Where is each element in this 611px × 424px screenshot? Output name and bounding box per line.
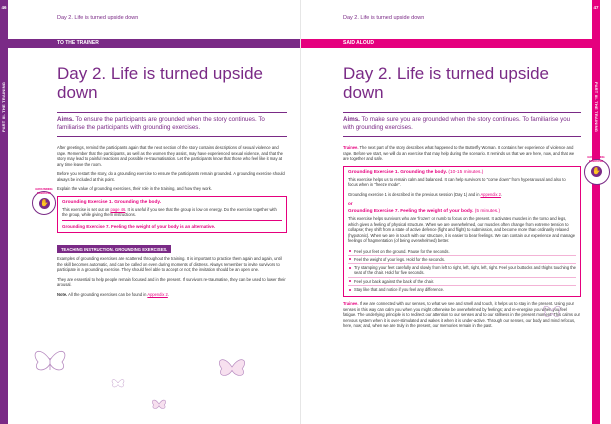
aims-label-left: Aims. (57, 116, 74, 123)
page-number-left: 46 (1, 5, 7, 10)
badge-label-left: GROUNDING EXERCISE (35, 186, 53, 195)
exercise-1-reference (348, 192, 576, 198)
butterfly-icon (110, 375, 126, 391)
exercise-7-heading (348, 209, 576, 214)
box-paragraph-left (62, 207, 282, 218)
butterfly-icon (150, 395, 168, 413)
trainee-label-1: Trainee. (343, 145, 359, 150)
trainee-label-2: Trainee. (343, 301, 359, 307)
left-content (35, 64, 287, 301)
page-title-left: Day 2. Life is turned upside down (57, 64, 264, 102)
box-title-left: Grounding Exercise 1. Grounding the body. (62, 199, 162, 205)
section-bar-left: TO THE TRAINER (8, 39, 300, 48)
page-title-right: Day 2. Life is turned upside down (343, 64, 550, 102)
page-number-right: 47 (593, 5, 599, 10)
box-text-pre: This exercise is set out on (62, 206, 111, 212)
appendix-link-left[interactable]: Appendix 2 (147, 291, 168, 297)
paragraph-1: After greetings, remind the participants again that the next section of the story contains descriptions of sexual violence and rape. Remember that the participants, as well as the women they assist, may have experienced sexual violence, and that the story may lead to painful reactions and possible re-traumatisation. Let the participants know that those who feel like it may at any time leave the room. (57, 145, 283, 167)
note-text-post: . (167, 291, 169, 297)
exercise-1-heading (348, 170, 576, 175)
butterfly-icon (30, 340, 70, 380)
aims-text-left: To ensure the participants are grounded when the story continues. To familiarise the participants with grounding exercises. (57, 116, 265, 131)
butterfly-icon (215, 350, 249, 384)
trainee-text-2: If we are connected with our senses, to what we see and smell and touch, it helps us to stay in the present. Using your senses in this way can calm you when you might otherwise be overwhelmed by feelings; and re-energise you when you feel fatigue. The underlying principle is to redirect our attention to our senses and to our stillness in the present moment. This calms our nervous system when it is over-stimulated and wakes it when it is under-active. Through our senses, our body and mind refocus, here, now; and, when we are truly in the present, our memories remain in the past. (343, 301, 580, 329)
trainee-paragraph-1 (343, 145, 581, 162)
list-item: Feel the weight of your legs. Hold for the seconds. (348, 255, 576, 263)
right-edge-strip (592, 0, 600, 424)
list-item: Feel your feet on the ground. Pause for the seconds. (348, 248, 576, 255)
paragraph-3: Explain the value of grounding exercises, their role in the training, and how they work. (57, 186, 212, 191)
aims-left (57, 112, 287, 137)
grounding-box-right (343, 154, 605, 298)
section-bar-right: SAID ALOUD (301, 39, 593, 48)
ex1-ref-post: . (500, 191, 503, 197)
hand-icon: ✋ (40, 199, 49, 207)
butterfly-icon (541, 300, 563, 322)
note-text-pre: All the grounding exercises can be found in (67, 291, 148, 297)
paragraph-4: Examples of grounding exercises are scattered throughout the training. It is important to practice them again and again, until the skill becomes automatic, and can be called on even during moments of distress. Always remember to invite survivors to participate in a grounding exercise. They should feel able to accept or not; the invitation should be an open one. (57, 256, 282, 272)
page-link[interactable]: page 46 (110, 206, 126, 212)
box-divider (62, 220, 282, 221)
ex1-ref-pre: Grounding exercise 1 is described in the previous session (Day 1) and in (348, 191, 481, 197)
box-text-post: . It is useful if you see that the group is low on energy. Do the exercise together with the group, while giving them instructions. (62, 206, 277, 217)
box-alternative: Grounding Exercise 7. Feeling the weight of your body is an alternative. (62, 223, 216, 229)
exercise-7-duration: (5 minutes.) (473, 209, 501, 214)
note-paragraph (57, 292, 287, 298)
left-page (0, 0, 300, 424)
aims-label-right: Aims. (343, 116, 360, 123)
trainee-text-1: The next part of the story describes what happened to the Butterfly Woman. It contains her experience of violence and rape. Before we start, we will do an exercise that may help during the scenario. It reminds us that we are here, now, and that we are together and safe. (343, 145, 575, 161)
aims-right (343, 112, 581, 137)
grounding-badge-right (584, 154, 610, 185)
exercise-1-text: This exercise helps us to remain calm and balanced. It can help survivors to "come down" from hyperarousal and also to focus when in "freeze mode". (348, 176, 566, 187)
paragraph-5: They are essential to help people remain focused and in the present. If survivors re-traumatise, they can be used to lower their arousal. (57, 276, 286, 287)
list-item: Try stamping your feet carefully and slowly from left to right, left, right, left, right. Feel your buttocks and thighs touching the seat of the chair. Hold for five seconds. (348, 263, 576, 277)
left-edge-strip (0, 0, 8, 424)
aims-text-right: To make sure you are grounded when the story continues. To familiarise you with grounding exercises. (343, 116, 571, 131)
list-item: Stay like that and notice if you feel any difference. (348, 285, 576, 293)
edge-label-left: PART III. THE TRAINING (1, 81, 6, 133)
hand-icon: ✋ (592, 167, 601, 175)
badge-label-right: GROUNDING EXERCISE (587, 154, 605, 163)
edge-label-right: PART III. THE TRAINING (594, 81, 599, 133)
exercise-1-title: Grounding Exercise 1. Grounding the body. (348, 169, 448, 175)
teaching-instruction-tag: TEACHING INSTRUCTION. GROUNDING EXERCISES. (57, 245, 171, 253)
running-head-left: Day 2. Life is turned upside down (57, 15, 139, 21)
exercise-1-duration: (10-15 minutes.) (447, 169, 484, 175)
running-head-right: Day 2. Life is turned upside down (343, 15, 425, 21)
list-item: Feel your back against the back of the chair. (348, 277, 576, 285)
exercise-7-text: This exercise helps survivors who are 'frozen' or numb to focus on the present. It activates muscles in the torso and legs, which gives a feeling of physical structure. When we are overwhelmed, our muscles often change from extreme tension to collapse; they shift from a state of active defence (fight and flight) to submission, and become more than ordinarily relaxed (hypotonic). When we are in touch with our structure, it is easier to bear feelings. We can contain our experience and manage feelings of fragmentation (of being overwhelmed) better. (348, 216, 576, 243)
grounding-badge-left (32, 186, 56, 215)
right-page (300, 0, 605, 424)
note-label: Note. (57, 291, 68, 297)
exercise-steps (348, 248, 576, 294)
or-label: or (348, 201, 353, 206)
exercise-7-title: Grounding Exercise 7. Feeling the weight of your body. (348, 209, 474, 214)
appendix-link-ex1[interactable]: Appendix 2 (480, 191, 501, 197)
paragraph-2: Before you restart the story, do a grounding exercise to ensure the participants remain grounded. A grounding exercise should always be included at this point. (57, 171, 285, 182)
